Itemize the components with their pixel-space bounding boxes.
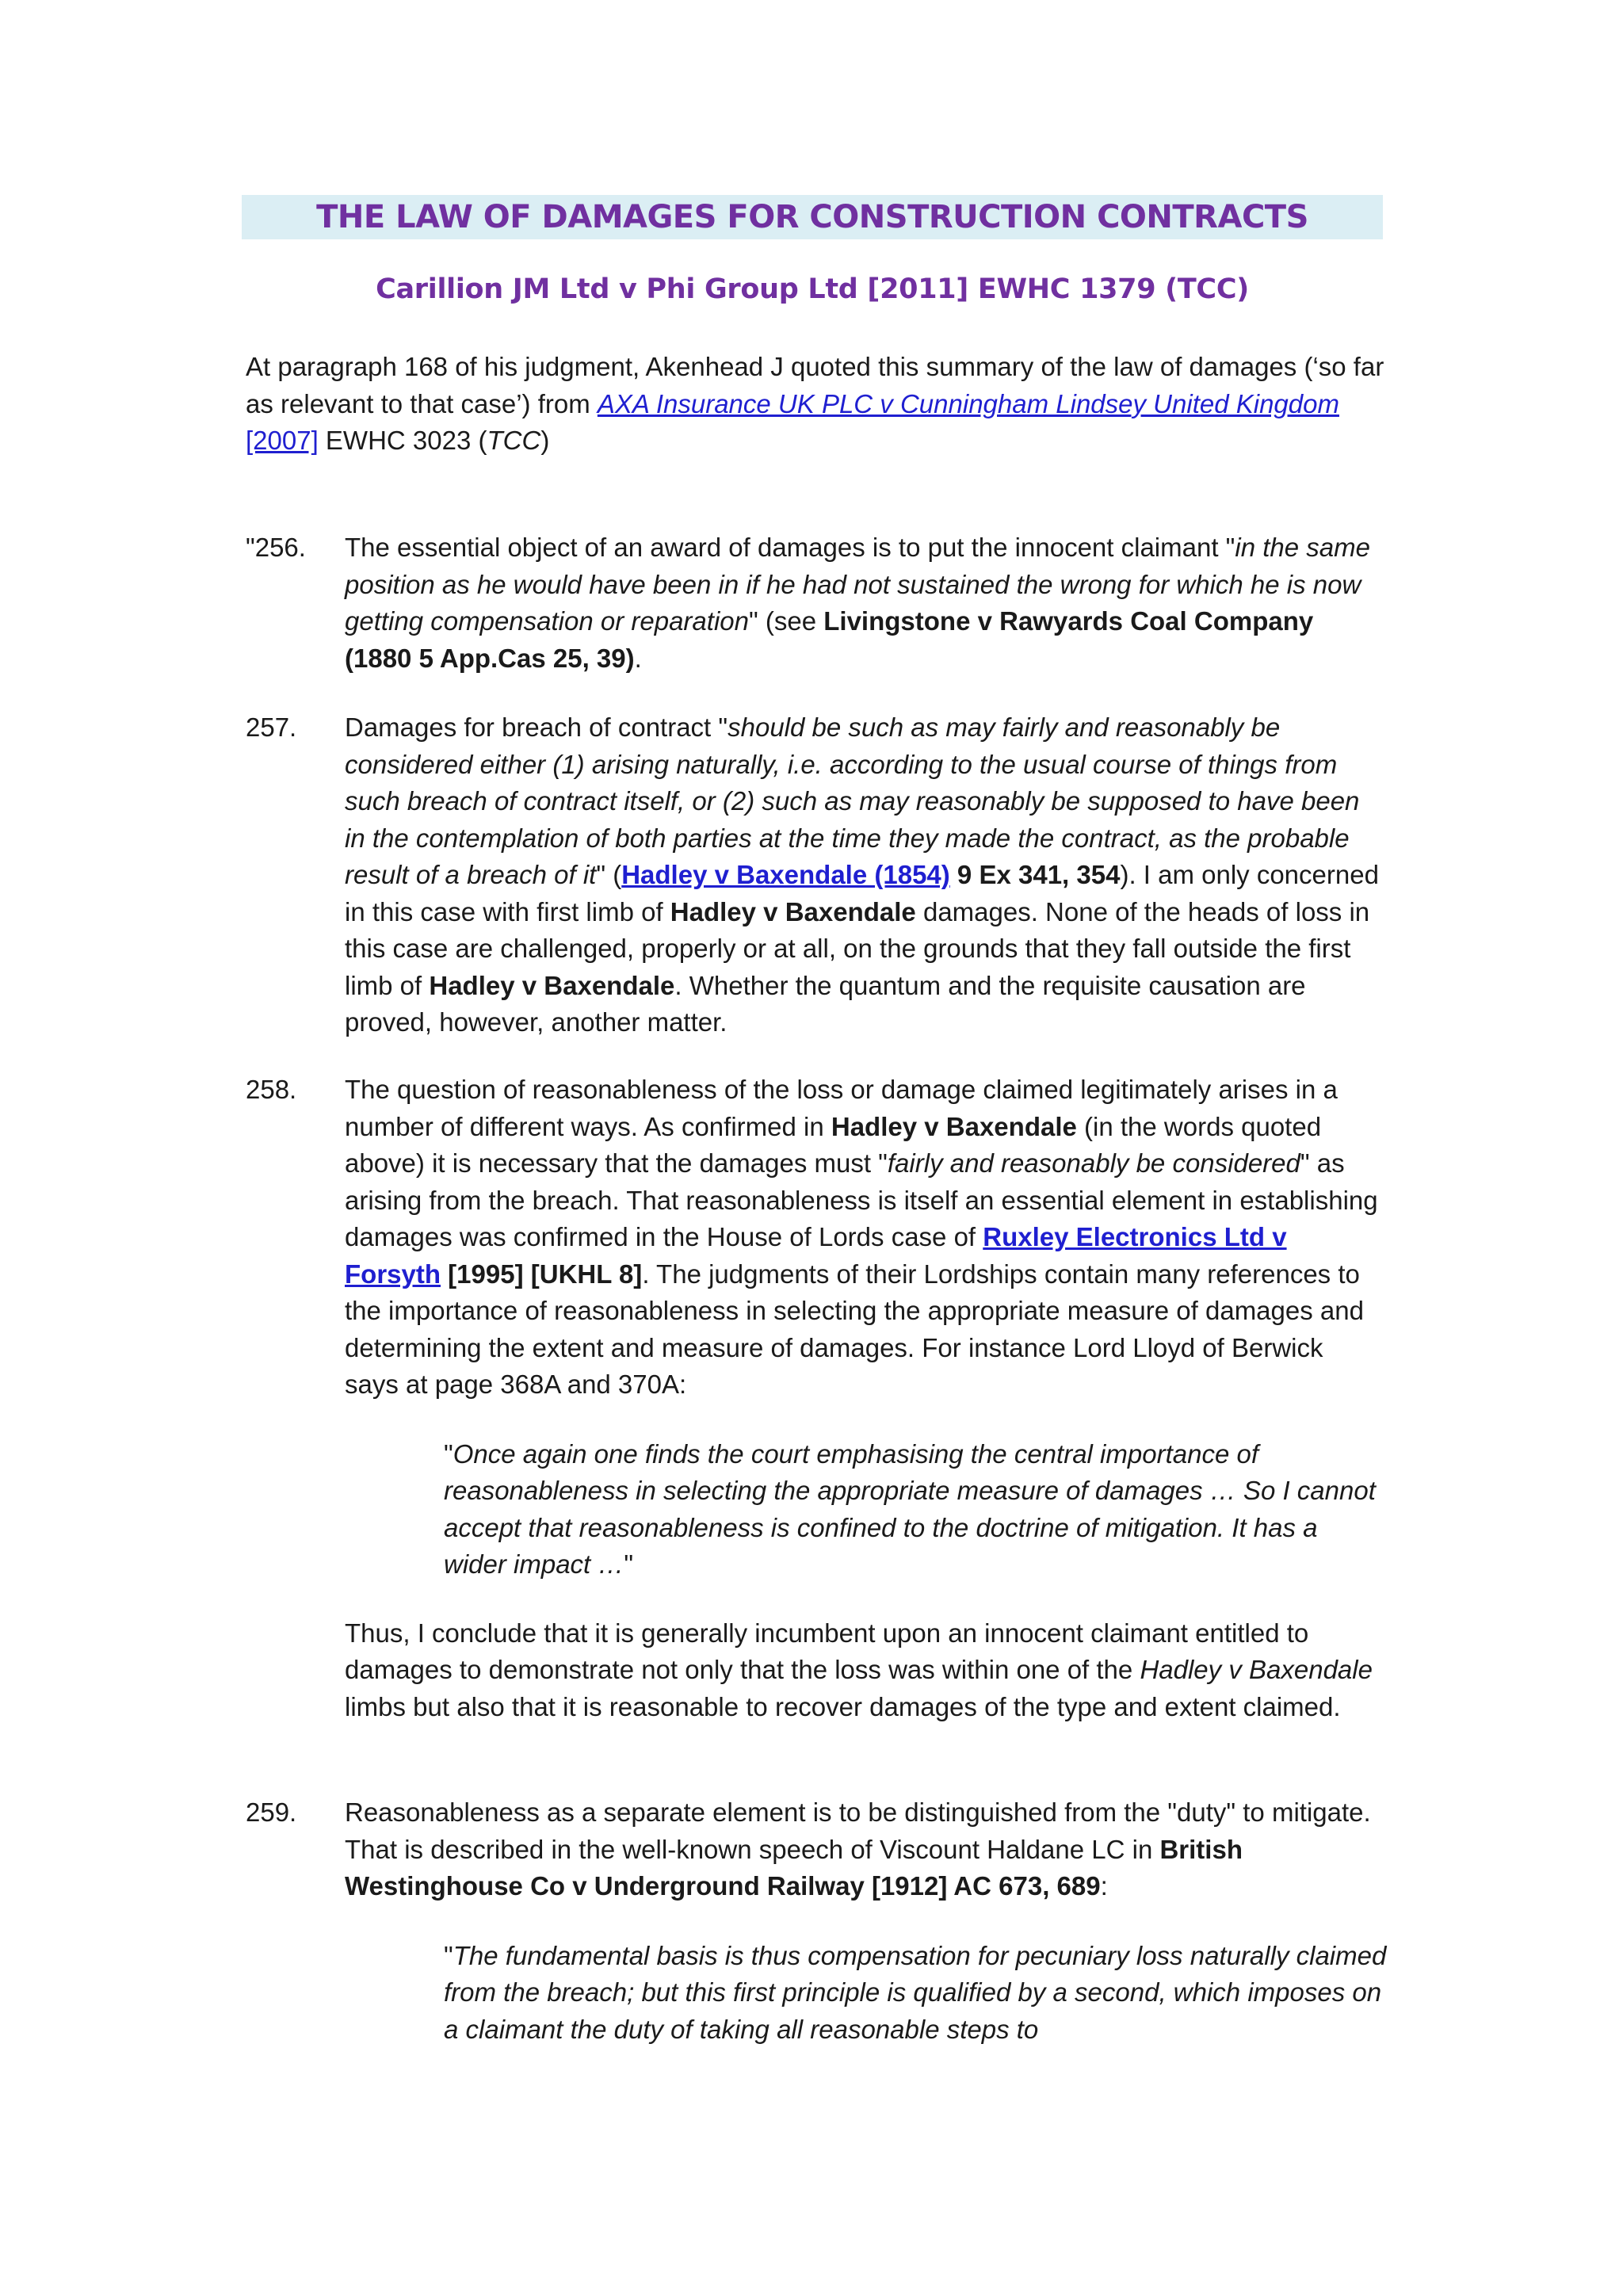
paragraph-256 (246, 529, 1387, 677)
hadley-baxendale-link[interactable]: Hadley v Baxendale (1854) (621, 860, 950, 889)
axa-case-link[interactable]: AXA Insurance UK PLC v Cunningham Lindsey United Kingdom [2007] (246, 388, 1339, 455)
paragraph-number: "256. (246, 533, 306, 562)
paragraph-257 (246, 709, 1387, 1041)
paragraph-number: 259. (246, 1797, 297, 1827)
paragraph-body: The question of reasonableness of the loss or damage claimed legitimately arises in a number of different ways. As confirmed in Hadley v Baxendale (in the words quoted above) it is necessary that the damages must "fairly and reasonably be considered" as arising from the breach. That reasonableness is itself an essential element in establishing damages was confirmed in the House of Lords case of Ruxley Electronics Ltd v Forsyth [1995] [UKHL 8]. The judgments of their Lordships contain many references to the importance of reasonableness in selecting the appropriate measure of damages and determining the extent and measure of damages. For instance Lord Lloyd of Berwick says at page 368A and 370A: (345, 1075, 1378, 1399)
intro-paragraph: At paragraph 168 of his judgment, Akenhead J quoted this summary of the law of damages (‘so far as relevant to that case’) from AXA Insurance UK PLC v Cunningham Lindsey United Kingdom [2007] EWHC 3023 (TCC) (246, 352, 1384, 455)
paragraph-number: 257. (246, 712, 297, 742)
block-quote: "Once again one finds the court emphasising the central importance of reasonableness in selecting the appropriate measure of damages … So I cannot accept that reasonableness is confined to the doctrine of mitigation. It has a wider impact …" (444, 1438, 1376, 1579)
ruxley-electronics-link[interactable]: Ruxley Electronics Ltd v Forsyth (345, 1222, 1287, 1289)
block-quote: "The fundamental basis is thus compensation for pecuniary loss naturally claimed from the breach; but this first principle is qualified by a second, which imposes on a claimant the duty of taking all reasonable steps to (444, 1940, 1387, 2044)
paragraph-continuation: Thus, I conclude that it is generally incumbent upon an innocent claimant entitled to damages to demonstrate not only that the loss was within one of the Hadley v Baxendale limbs but also that it is reasonable to recover damages of the type and extent claimed. (345, 1618, 1373, 1721)
intro-citation: EWHC 3023 ( (318, 426, 487, 455)
case-subtitle: Carillion JM Ltd v Phi Group Ltd [2011] EWHC 1379 (TCC) (376, 273, 1249, 305)
intro-text: At paragraph 168 of his judgment, Akenhead J quoted this summary of the law of damages (‘so far as relevant to that case’) from (246, 352, 1384, 418)
paragraph-259 (246, 1794, 1387, 2048)
intro-court: TCC (487, 426, 541, 455)
paragraph-258 (246, 1072, 1387, 1725)
paragraph-number: 258. (246, 1075, 297, 1104)
title-banner (242, 195, 1383, 239)
paragraph-body: The essential object of an award of damages is to put the innocent claimant "in the same position as he would have been in if he had not sustained the wrong for which he is now getting compensation or reparation" (see Livingstone v Rawyards Coal Company (1880 5 App.Cas 25, 39). (345, 533, 1370, 673)
paragraph-body: Damages for breach of contract "should be such as may fairly and reasonably be considered either (1) arising naturally, i.e. according to the usual course of things from such breach of contract itself, or (2) such as may reasonably be supposed to have been in the contemplation of both parties at the time they made the contract, as the probable result of a breach of it" (Hadley v Baxendale (1854) 9 Ex 341, 354). I am only concerned in this case with first limb of Hadley v Baxendale damages. None of the heads of loss in this case are challenged, properly or at all, on the grounds that they fall outside the first limb of Hadley v Baxendale. Whether the quantum and the requisite causation are proved, however, another matter. (345, 712, 1379, 1037)
document-title: THE LAW OF DAMAGES FOR CONSTRUCTION CONTRACTS (316, 199, 1308, 235)
paragraph-body: Reasonableness as a separate element is to be distinguished from the "duty" to mitigate. That is described in the well-known speech of Viscount Haldane LC in British Westinghouse Co v Underground Railway [1912] AC 673, 689: (345, 1797, 1371, 1901)
